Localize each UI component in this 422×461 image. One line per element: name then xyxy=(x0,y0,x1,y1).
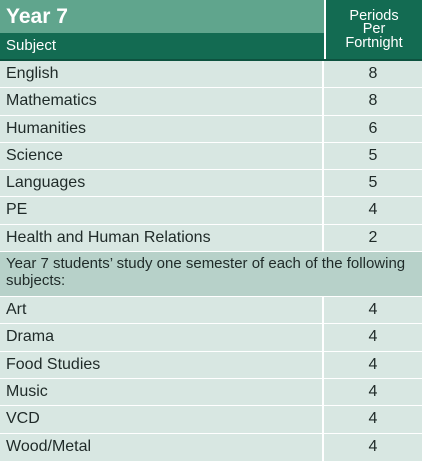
semester-note: Year 7 students’ study one semester of each of the following subjects: xyxy=(0,252,422,297)
header-left xyxy=(0,0,324,59)
periods-header-line-1: Periods xyxy=(349,7,399,24)
periods-cell: 5 xyxy=(368,174,378,192)
periods-cell: 2 xyxy=(368,228,378,246)
periods-cell: 4 xyxy=(368,410,378,428)
table-row xyxy=(0,170,422,197)
semester-subjects xyxy=(0,297,422,461)
periods-cell: 4 xyxy=(368,382,378,400)
periods-column-header xyxy=(324,0,422,59)
table-row xyxy=(0,406,422,433)
periods-cell: 8 xyxy=(368,65,378,82)
table-row xyxy=(0,434,422,461)
subject-cell: Art xyxy=(0,297,324,323)
periods-cell: 6 xyxy=(368,119,378,137)
table-row xyxy=(0,225,422,252)
periods-header-line-2: Per xyxy=(362,21,386,38)
year-title: Year 7 xyxy=(0,0,324,33)
periods-cell: 4 xyxy=(368,201,378,219)
subject-cell: Health and Human Relations xyxy=(0,225,324,251)
subject-cell: PE xyxy=(0,197,324,223)
table-row xyxy=(0,297,422,324)
subject-cell: Science xyxy=(0,143,324,169)
periods-header-line-3: Fortnight xyxy=(345,34,403,51)
subject-cell: Mathematics xyxy=(0,88,324,114)
table-row xyxy=(0,379,422,406)
subject-column-header: Subject xyxy=(0,33,324,59)
subject-cell: Food Studies xyxy=(0,352,324,378)
table-row xyxy=(0,143,422,170)
subject-cell: Music xyxy=(0,379,324,405)
periods-cell: 4 xyxy=(368,328,378,346)
table-row xyxy=(0,88,422,115)
table-row xyxy=(0,116,422,143)
subject-cell: Languages xyxy=(0,170,324,196)
periods-cell: 4 xyxy=(368,355,378,373)
table-row xyxy=(0,61,422,88)
core-subjects xyxy=(0,61,422,252)
periods-cell: 5 xyxy=(368,146,378,164)
table-row xyxy=(0,352,422,379)
subject-cell: VCD xyxy=(0,406,324,432)
subject-cell: English xyxy=(0,61,324,87)
table-row xyxy=(0,197,422,224)
subject-cell: Wood/Metal xyxy=(0,434,324,461)
periods-cell: 8 xyxy=(368,92,378,110)
subject-cell: Drama xyxy=(0,324,324,350)
periods-cell: 4 xyxy=(368,437,378,455)
periods-cell: 4 xyxy=(368,301,378,319)
table-header xyxy=(0,0,422,61)
subject-cell: Humanities xyxy=(0,116,324,142)
table-row xyxy=(0,324,422,351)
